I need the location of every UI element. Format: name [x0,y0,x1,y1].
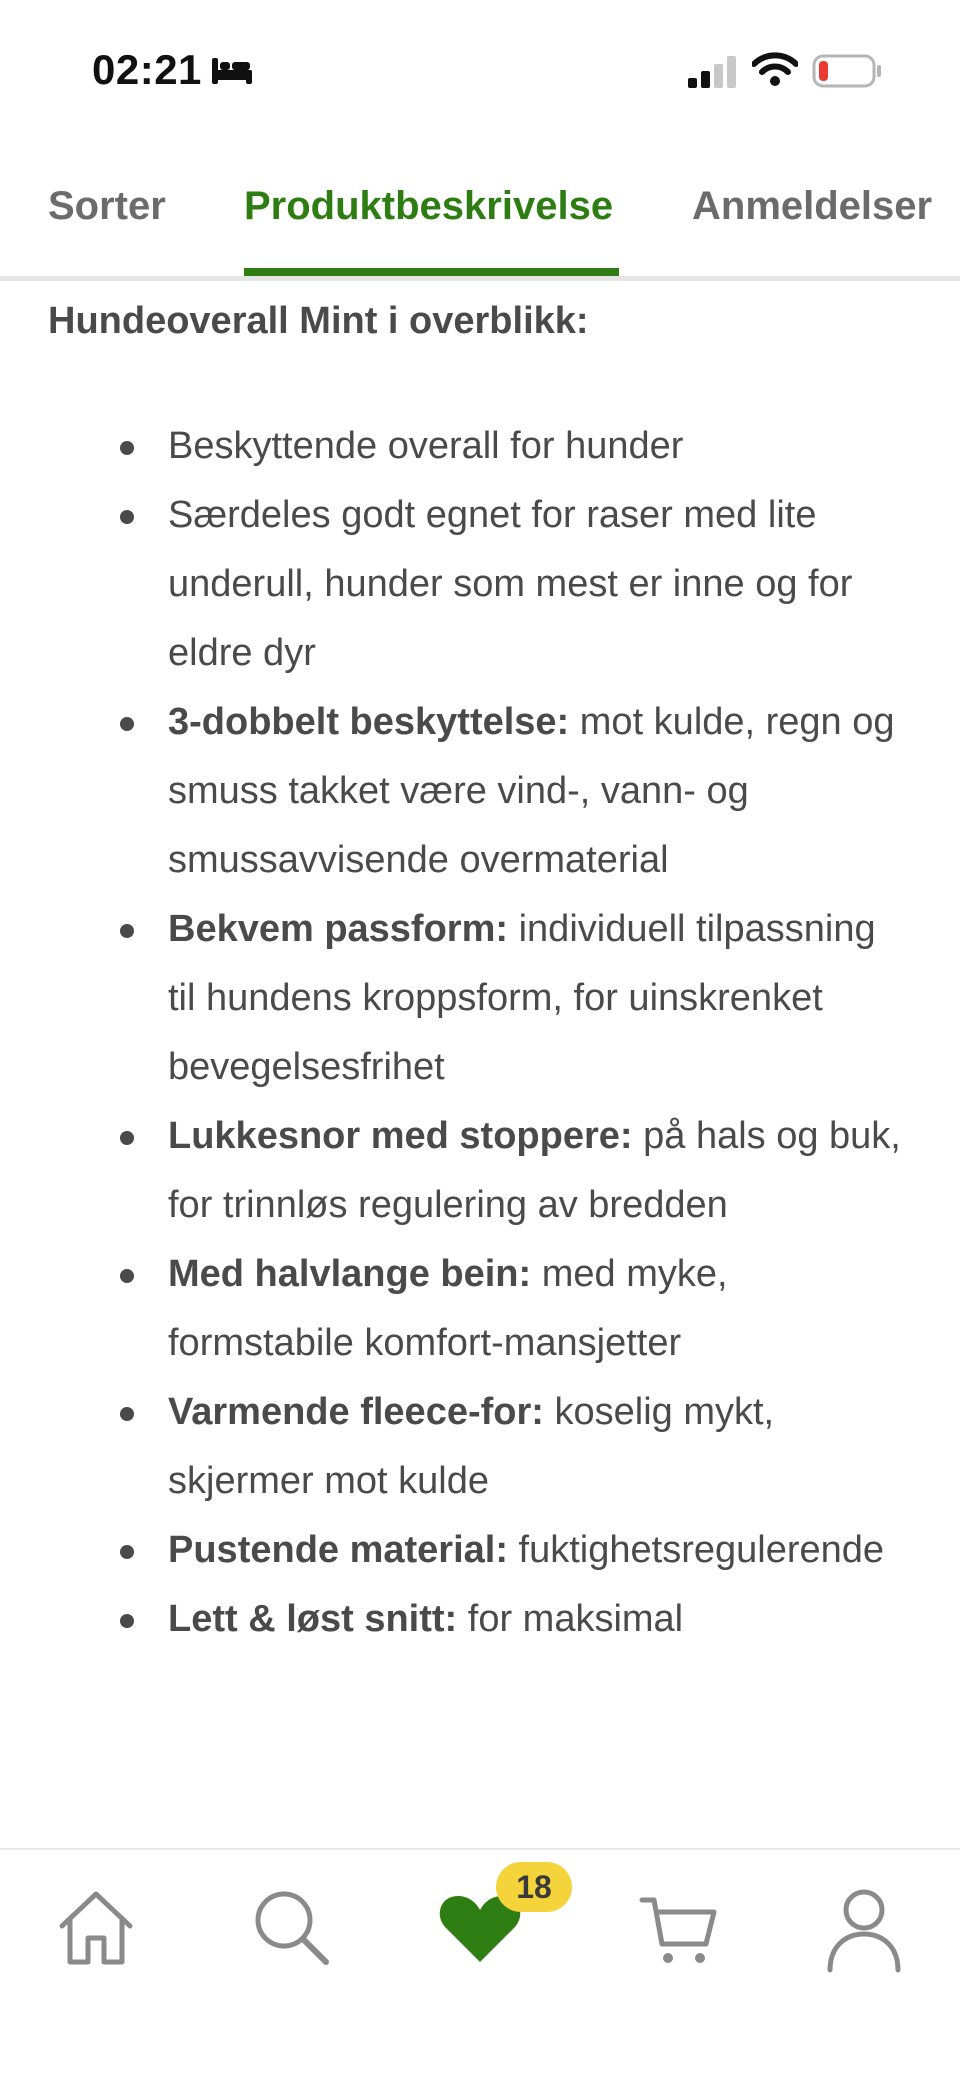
search-icon [244,1963,340,1980]
description-heading: Hundeoverall Mint i overblikk: [48,300,589,342]
feature-text: mot kulde, regn og smuss takket være vind-, vann- og smussavvisende overmaterial [168,701,895,881]
feature-label: 3-dobbelt beskyttelse: [168,701,570,743]
bed-icon [210,56,254,91]
feature-text: individuell tilpassning til hundens kroppsform, for uinskrenket bevegelsesfrihet [168,908,876,1088]
status-time: 02:21 [92,46,202,93]
list-item [0,1585,908,1654]
feature-label: Lett & løst snitt: [168,1598,458,1640]
tab-bar [0,160,960,281]
list-item [0,895,908,1102]
feature-text: Særdeles godt egnet for raser med lite underull, hunder som mest er inne og for eldre dyr [168,494,853,674]
favorites-count-badge: 18 [496,1862,572,1912]
feature-label: Med halvlange bein: [168,1253,532,1295]
feature-text: på hals og buk, for trinnløs regulering av bredden [168,1115,901,1226]
profile-icon [816,1963,912,1980]
home-icon [48,1963,144,1980]
feature-label: Lukkesnor med stoppere: [168,1115,633,1157]
cart-button[interactable] [632,1880,728,1976]
list-item [0,1516,908,1585]
heart-icon [432,1963,528,1980]
signal-icon [688,56,738,93]
battery-icon [812,54,882,93]
home-button[interactable] [48,1880,144,1976]
cart-icon [632,1963,728,1980]
feature-text: for maksimal [457,1598,684,1640]
list-item [0,1102,908,1240]
tab-produktbeskrivelse[interactable]: Produktbeskrivelse [244,184,614,228]
wifi-icon [752,52,798,91]
product-description [0,282,960,1848]
profile-button[interactable] [816,1880,912,1976]
bottom-navigation [0,1848,960,2081]
feature-text: koselig mykt, skjermer mot kulde [168,1391,775,1502]
feature-text: fuktighetsregulerende [508,1529,885,1571]
list-item [0,412,908,481]
feature-label: Varmende fleece-for: [168,1391,544,1433]
tab-sorter[interactable]: Sorter [48,184,166,228]
feature-text: Beskyttende overall for hunder [168,425,684,467]
list-item [0,688,908,895]
status-bar [0,0,960,140]
active-tab-indicator [244,268,619,276]
list-item [0,1378,908,1516]
search-button[interactable] [244,1880,340,1976]
list-item [0,1240,908,1378]
list-item [0,481,908,688]
feature-list [0,412,908,1654]
tab-anmeldelser[interactable]: Anmeldelser [692,184,933,228]
feature-label: Bekvem passform: [168,908,509,950]
feature-label: Pustende material: [168,1529,508,1571]
feature-text: med myke, formstabile komfort-mansjetter [168,1253,728,1364]
